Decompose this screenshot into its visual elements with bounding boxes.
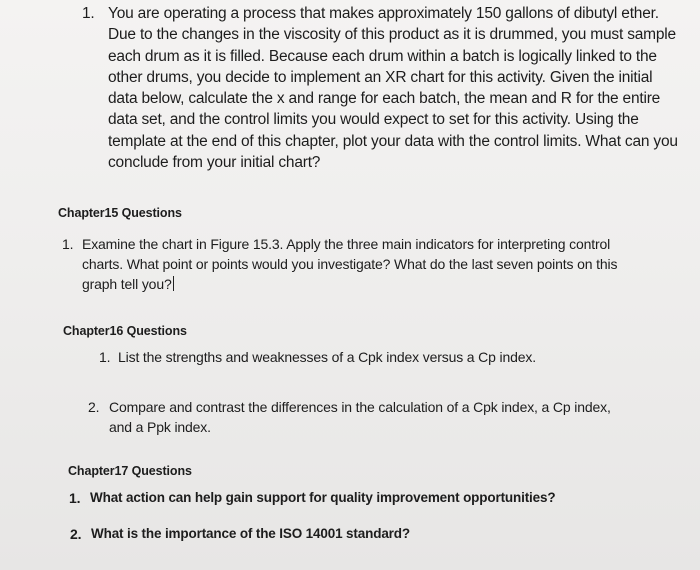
question-number: 1.	[82, 5, 95, 22]
chapter17-question-2	[70, 524, 670, 544]
question-text: Examine the chart in Figure 15.3. Apply the three main indicators for interpreting control charts. What point or points would you investigate? What do the last seven points on this graph tell you?	[82, 236, 618, 292]
chapter15-heading: Chapter15 Questions	[58, 206, 182, 220]
question-text: What action can help gain support for quality improvement opportunities?	[90, 490, 556, 505]
question-number: 2.	[88, 399, 100, 415]
question-1-block	[82, 3, 682, 173]
chapter17-heading: Chapter17 Questions	[68, 464, 192, 478]
chapter16-question-1	[99, 347, 659, 367]
chapter16-question-2	[88, 397, 648, 437]
chapter15-question-1	[62, 234, 642, 294]
question-text: Compare and contrast the differences in the calculation of a Cpk index, a Cp index, and a Ppk index.	[109, 399, 611, 435]
question-number: 2.	[70, 526, 82, 542]
chapter16-heading: Chapter16 Questions	[63, 324, 187, 338]
text-cursor	[173, 276, 174, 291]
question-number: 1.	[69, 490, 81, 506]
question-number: 1.	[62, 236, 74, 252]
question-number: 1.	[99, 349, 111, 365]
question-text: What is the importance of the ISO 14001 standard?	[91, 526, 410, 541]
question-text: List the strengths and weaknesses of a Cpk index versus a Cp index.	[118, 349, 536, 365]
question-text: You are operating a process that makes approximately 150 gallons of dibutyl ether. Due to the changes in the viscosity of this product as it is drummed, you must sample each drum as it is filled. Because each drum within a batch is logically linked to the other drums, you decide to implement an XR chart for this activity. Given the initial data below, calculate the x and range for each batch, the mean and R for the entire data set, and the control limits you would expect to set for this activity. Using the template at the end of this chapter, plot your data with the control limits. What can you conclude from your initial chart?	[108, 5, 678, 172]
chapter17-question-1	[69, 488, 669, 508]
